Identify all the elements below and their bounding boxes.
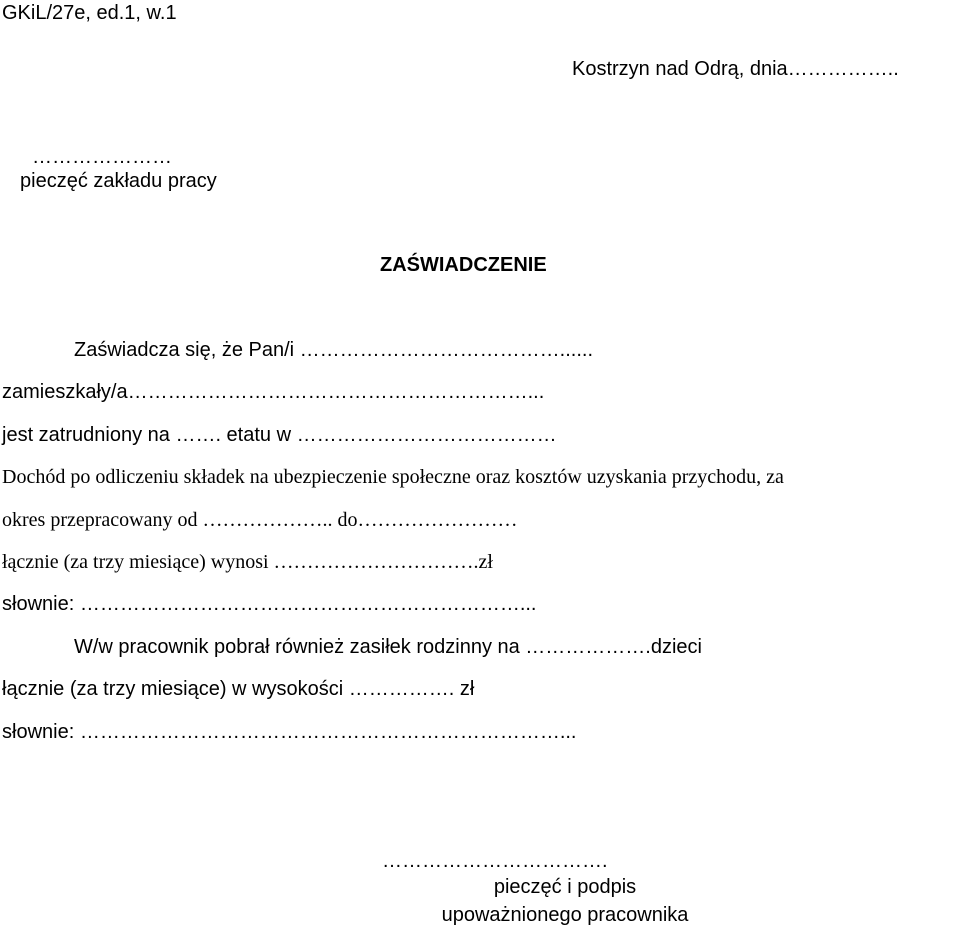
income-in-words-line: słownie: …………………………………………………………...: [2, 593, 537, 615]
family-allowance-line: W/w pracownik pobrał również zasiłek rodzinny na ……………….dzieci: [74, 636, 702, 658]
document-title: ZAŚWIADCZENIE: [380, 254, 547, 276]
total-income-line: łącznie (za trzy miesiące) wynosi ………………………….zł: [2, 551, 493, 573]
signature-dots: …………………………….: [382, 850, 608, 872]
company-stamp-label: pieczęć zakładu pracy: [20, 170, 217, 192]
signature-label-line1: pieczęć i podpis: [493, 876, 637, 898]
allowance-in-words-line: słownie: ………………………………………………………………...: [2, 721, 577, 743]
company-stamp-dots: …………………: [32, 146, 172, 168]
place-and-date: Kostrzyn nad Odrą, dnia……………..: [572, 58, 899, 80]
signature-label-line2: upoważnionego pracownika: [441, 904, 689, 926]
employee-name-line: Zaświadcza się, że Pan/i …………………………………......: [74, 339, 593, 361]
document-code: GKiL/27e, ed.1, w.1: [2, 2, 177, 24]
employment-line: jest zatrudniony na ……. etatu w …………………………………: [2, 424, 557, 446]
period-line: okres przepracowany od ……………….. do……………………: [2, 509, 518, 531]
income-description-line: Dochód po odliczeniu składek na ubezpieczenie społeczne oraz kosztów uzyskania przychodu, za: [2, 466, 784, 488]
employee-address-line: zamieszkały/a……………………………………………………...: [2, 381, 545, 403]
allowance-total-line: łącznie (za trzy miesiące) w wysokości ……………. zł: [2, 678, 475, 700]
